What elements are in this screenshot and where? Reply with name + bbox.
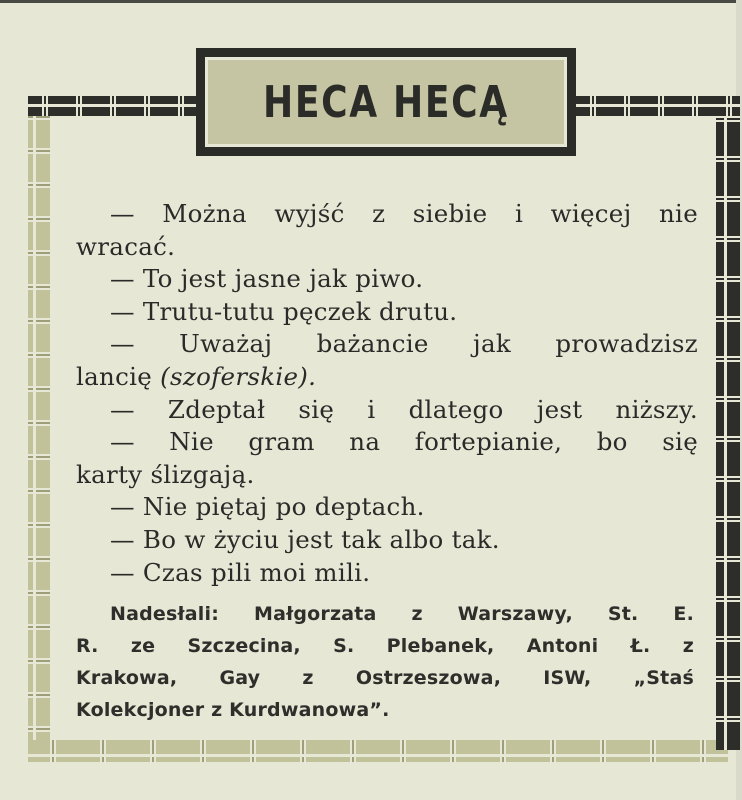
jokes-list [76, 198, 698, 589]
credits-line: Kolekcjoner z Kurdwanowa”. [76, 699, 390, 721]
credits-line: R. ze Szczecina, S. Plebanek, Antoni Ł. z [76, 635, 694, 657]
joke-line-group [76, 361, 698, 394]
frame-top-right-ornament [576, 96, 740, 116]
joke-line: — Bo w życiu jest tak albo tak. [110, 524, 500, 554]
frame-bottom-ornament [28, 740, 728, 762]
joke-line: — Nie gram na fortepianie, bo się [110, 427, 698, 457]
joke-line: wracać. [76, 231, 176, 261]
joke-text: lancię [76, 361, 153, 391]
joke-note: (szoferskie). [160, 361, 317, 391]
joke-line: karty ślizgają. [76, 459, 255, 489]
joke-line: — Nie piętaj po deptach. [110, 492, 425, 522]
title-inner [205, 57, 567, 147]
joke-line: — To jest jasne jak piwo. [110, 264, 424, 294]
joke-line: — Można wyjść z siebie i więcej nie [110, 199, 698, 228]
credits-line: Krakowa, Gay z Ostrzeszowa, ISW, „Staś [76, 667, 694, 689]
top-rule [0, 0, 742, 3]
joke-line: — Uważaj bażancie jak prowadzisz [110, 329, 698, 359]
page-title: HECA HECĄ [263, 76, 509, 128]
joke-line: — Trutu-tutu pęczek drutu. [110, 296, 458, 326]
title-plate [196, 48, 576, 156]
frame-right-ornament [716, 100, 740, 750]
joke-line: — Zdeptał się i dlatego jest niższy. [110, 394, 698, 424]
credits-line: Nadesłali: Małgorzata z Warszawy, St. E. [110, 603, 694, 625]
credits [76, 598, 694, 726]
frame-top-left-ornament [28, 96, 198, 116]
joke-line: — Czas pili moi mili. [110, 557, 371, 587]
frame-left-ornament [28, 100, 50, 750]
